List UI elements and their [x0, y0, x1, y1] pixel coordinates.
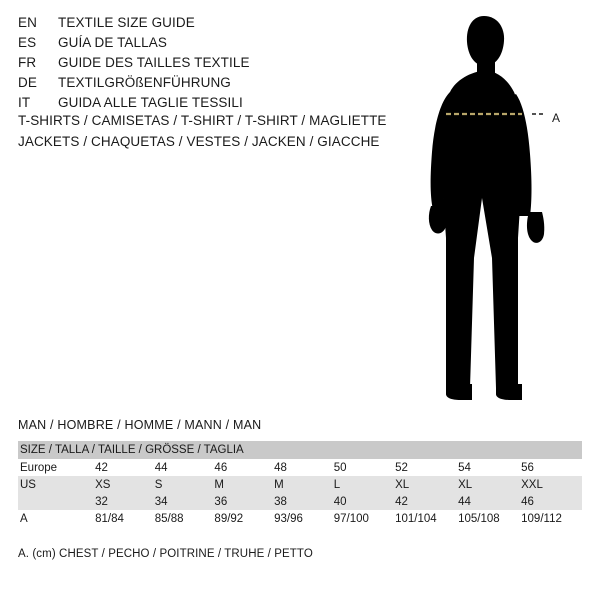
- language-title: TEXTILGRÖßENFÜHRUNG: [58, 75, 231, 90]
- cell: 97/100: [332, 510, 393, 527]
- row-label: A: [18, 510, 93, 527]
- cell: S: [153, 476, 213, 493]
- cell: M: [212, 476, 272, 493]
- category-tshirts: T-SHIRTS / CAMISETAS / T-SHIRT / T-SHIRT / MAGLIETTE: [18, 113, 387, 128]
- cell: 42: [393, 493, 456, 510]
- cell: L: [332, 476, 393, 493]
- chest-measure-label: A: [552, 111, 561, 125]
- row-label: US: [18, 476, 93, 493]
- cell: 54: [456, 459, 519, 476]
- cell: XL: [456, 476, 519, 493]
- cell: XXL: [519, 476, 582, 493]
- cell: 32: [93, 493, 153, 510]
- male-figure-illustration: [400, 8, 600, 408]
- language-row: [18, 75, 398, 95]
- cell: 50: [332, 459, 393, 476]
- language-row: [18, 55, 398, 75]
- body-silhouette: [429, 16, 544, 400]
- cell: XS: [93, 476, 153, 493]
- cell: 101/104: [393, 510, 456, 527]
- cell: 42: [93, 459, 153, 476]
- table-row: [18, 459, 582, 476]
- cell: 105/108: [456, 510, 519, 527]
- language-code: IT: [18, 95, 31, 110]
- row-label: [18, 493, 93, 510]
- language-code: EN: [18, 15, 37, 30]
- language-title: TEXTILE SIZE GUIDE: [58, 15, 195, 30]
- language-title: GUIDA ALLE TAGLIE TESSILI: [58, 95, 243, 110]
- cell: 52: [393, 459, 456, 476]
- size-table: [18, 441, 582, 527]
- category-jackets: JACKETS / CHAQUETAS / VESTES / JACKEN / GIACCHE: [18, 134, 380, 149]
- cell: 93/96: [272, 510, 332, 527]
- cell: 40: [332, 493, 393, 510]
- cell: 34: [153, 493, 213, 510]
- cell: 46: [212, 459, 272, 476]
- cell: XL: [393, 476, 456, 493]
- cell: 36: [212, 493, 272, 510]
- table-header-label: SIZE / TALLA / TAILLE / GRÖSSE / TAGLIA: [18, 441, 582, 459]
- cell: 46: [519, 493, 582, 510]
- cell: 48: [272, 459, 332, 476]
- table-row: [18, 476, 582, 493]
- garment-categories: [18, 110, 418, 152]
- cell: 85/88: [153, 510, 213, 527]
- cell: M: [272, 476, 332, 493]
- cell: 56: [519, 459, 582, 476]
- language-list: [18, 15, 398, 115]
- language-title: GUÍA DE TALLAS: [58, 35, 167, 50]
- table-header-row: [18, 441, 582, 459]
- language-title: GUIDE DES TAILLES TEXTILE: [58, 55, 250, 70]
- cell: 89/92: [212, 510, 272, 527]
- cell: 38: [272, 493, 332, 510]
- cell: 44: [153, 459, 213, 476]
- row-label: Europe: [18, 459, 93, 476]
- cell: 81/84: [93, 510, 153, 527]
- section-heading-man: MAN / HOMBRE / HOMME / MANN / MAN: [18, 418, 262, 432]
- language-code: FR: [18, 55, 37, 70]
- language-code: ES: [18, 35, 37, 50]
- table-row: [18, 493, 582, 510]
- language-code: DE: [18, 75, 37, 90]
- cell: 44: [456, 493, 519, 510]
- table-row: [18, 510, 582, 527]
- cell: 109/112: [519, 510, 582, 527]
- footnote-chest: A. (cm) CHEST / PECHO / POITRINE / TRUHE / PETTO: [18, 548, 313, 560]
- language-row: [18, 35, 398, 55]
- language-row: [18, 15, 398, 35]
